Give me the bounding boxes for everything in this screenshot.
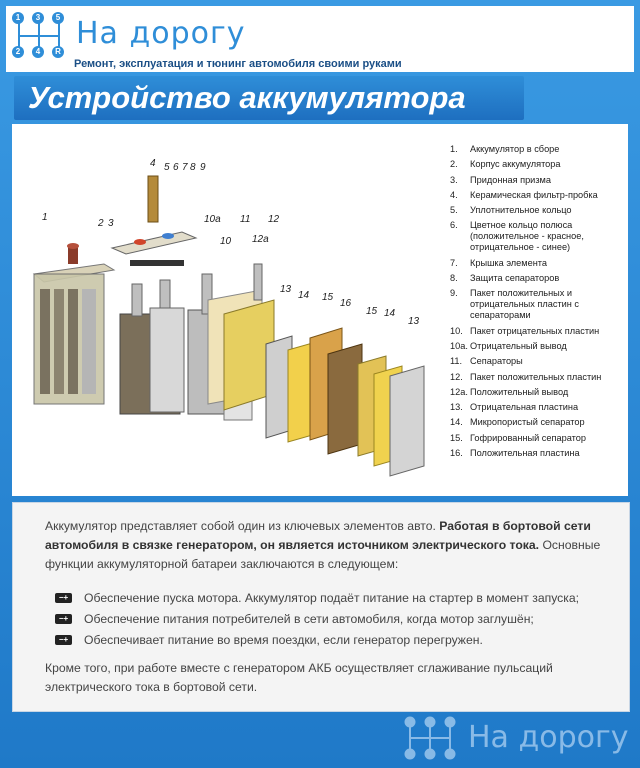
intro-bold: Работая в бортовой сети автомобиля в связке генератором, он является источником электрического тока. xyxy=(45,519,591,552)
legend-text: Уплотнительное кольцо xyxy=(470,205,572,216)
battery-assembly-drawing xyxy=(34,243,114,404)
legend-text: Придонная призма xyxy=(470,174,551,185)
legend-text: Пакет положительных пластин xyxy=(470,371,602,382)
legend-item xyxy=(450,159,626,170)
legend-text: Микропористый сепаратор xyxy=(470,417,585,428)
part-label: 1 xyxy=(42,212,48,223)
part-label: 8 xyxy=(190,162,196,173)
legend-item xyxy=(450,190,626,201)
legend-number: 8. xyxy=(450,273,458,284)
part-label: 3 xyxy=(108,218,114,229)
legend-number: 13. xyxy=(450,402,463,413)
legend-number: 11. xyxy=(450,356,463,367)
legend-text: Отрицательный вывод xyxy=(470,340,567,351)
list-item xyxy=(55,629,595,650)
part-label: 9 xyxy=(200,162,206,173)
legend-text: Положительная пластина xyxy=(470,448,580,459)
legend-number: 12. xyxy=(450,371,463,382)
legend-item xyxy=(450,273,626,284)
legend-number: 16. xyxy=(450,448,463,459)
separator-and-positive-pack-drawing xyxy=(208,264,274,410)
legend-text: Сепараторы xyxy=(470,356,523,367)
title-band xyxy=(6,76,634,120)
logo-digit: 3 xyxy=(32,12,44,24)
part-label: 5 xyxy=(164,162,170,173)
part-label: 14 xyxy=(298,290,310,301)
legend-number: 4. xyxy=(450,189,458,200)
logo-digit: 1 xyxy=(12,12,24,24)
legend-item xyxy=(450,387,626,398)
part-label: 7 xyxy=(182,162,188,173)
list-item-text: Обеспечивает питание во время поездки, если генератор перегружен. xyxy=(84,632,483,647)
part-label: 12а xyxy=(252,234,269,245)
part-label: 15 xyxy=(322,292,334,303)
part-label: 14 xyxy=(384,308,396,319)
legend-number: 2. xyxy=(450,159,458,170)
site-tagline: Ремонт, эксплуатация и тюнинг автомобиля своими руками xyxy=(74,58,402,70)
legend-item xyxy=(450,402,626,413)
logo-digit: 4 xyxy=(32,46,44,58)
legend-number: 3. xyxy=(450,174,458,185)
part-label: 6 xyxy=(173,162,179,173)
plate-pack-9-drawing xyxy=(120,280,184,414)
intro-normal: Аккумулятор представляет собой один из ключевых элементов авто. xyxy=(45,519,436,533)
legend-text: Защита сепараторов xyxy=(470,273,560,284)
logo-digit: 2 xyxy=(12,46,24,58)
intro-paragraph xyxy=(45,517,601,574)
legend-item xyxy=(450,433,626,444)
part-label: 10 xyxy=(220,236,232,247)
part-label: 4 xyxy=(150,158,156,169)
intro-tail: Основные функции аккумуляторной батареи заключаются в следующем: xyxy=(45,538,601,571)
legend-text: Крышка элемента xyxy=(470,257,547,268)
footer-watermark-logo xyxy=(402,714,632,764)
part-label: 10а xyxy=(204,214,221,225)
legend-text: Отрицательная пластина xyxy=(470,402,579,413)
legend-number: 14. xyxy=(450,417,463,428)
part-label: 15 xyxy=(366,306,378,317)
legend-text: Пакет положительных и отрицательных пластин с сепараторами xyxy=(470,288,580,321)
part-label: 13 xyxy=(408,316,420,327)
outro-paragraph: Кроме того, при работе вместе с генератором АКБ осуществляет сглаживание пульсаций электрического тока в бортовой сети. xyxy=(45,661,553,694)
part-label: 2 xyxy=(98,218,104,229)
legend-text: Положительный вывод xyxy=(470,386,569,397)
individual-plates-drawing xyxy=(266,328,424,476)
battery-icon: −+ xyxy=(55,635,72,645)
gearshift-watermark-icon xyxy=(402,716,462,760)
part-label: 16 xyxy=(340,298,352,309)
page-title: Устройство аккумулятора xyxy=(28,80,466,115)
list-item-text: Обеспечение питания потребителей в сети автомобиля, когда мотор заглушён; xyxy=(84,611,534,626)
legend-text: Корпус аккумулятора xyxy=(470,159,561,170)
legend-text: Пакет отрицательных пластин xyxy=(470,325,600,336)
legend-text: Керамическая фильтр-пробка xyxy=(470,189,598,200)
legend-item xyxy=(450,258,626,269)
legend-text: Цветное кольцо полюса (положительное - красное, отрицательное - синее) xyxy=(470,220,584,253)
legend-number: 6. xyxy=(450,220,458,231)
footer-site-name: На дорогу xyxy=(468,720,629,755)
legend-item xyxy=(450,144,626,155)
list-item-text: Обеспечение пуска мотора. Аккумулятор подаёт питание на стартер в момент запуска; xyxy=(84,590,580,605)
legend-item xyxy=(450,417,626,428)
legend-number: 10а. xyxy=(450,340,468,351)
cell-cover-drawing xyxy=(112,176,196,266)
part-label: 12 xyxy=(268,214,280,225)
logo-digit: R xyxy=(52,46,64,58)
legend-text: Гофрированный сепаратор xyxy=(470,432,586,443)
legend-item xyxy=(450,175,626,186)
header xyxy=(6,6,634,72)
legend-item xyxy=(450,448,626,459)
part-label: 13 xyxy=(280,284,292,295)
function-list xyxy=(55,587,595,650)
legend-number: 1. xyxy=(450,144,458,154)
battery-icon: −+ xyxy=(55,593,72,603)
legend-number: 5. xyxy=(450,205,458,216)
legend-item xyxy=(450,288,626,321)
legend-item xyxy=(450,205,626,216)
legend-text: Аккумулятор в сборе xyxy=(470,144,560,154)
battery-exploded-diagram xyxy=(12,124,442,496)
part-label: 11 xyxy=(240,214,251,225)
legend-item xyxy=(450,220,626,253)
legend-item xyxy=(450,341,626,352)
parts-legend xyxy=(450,144,626,463)
legend-item xyxy=(450,372,626,383)
legend-item xyxy=(450,326,626,337)
battery-icon: −+ xyxy=(55,614,72,624)
list-item xyxy=(55,587,595,608)
legend-number: 12а. xyxy=(450,386,468,397)
logo-digit: 5 xyxy=(52,12,64,24)
description-box xyxy=(12,502,630,712)
battery-diagram-panel xyxy=(12,124,628,496)
legend-number: 7. xyxy=(450,257,458,268)
site-name[interactable]: На дорогу xyxy=(76,16,246,51)
logo-gearshift-icon[interactable] xyxy=(12,12,70,60)
legend-number: 10. xyxy=(450,325,463,336)
legend-number: 15. xyxy=(450,432,463,443)
list-item xyxy=(55,608,595,629)
legend-number: 9. xyxy=(450,288,458,299)
legend-item xyxy=(450,356,626,367)
